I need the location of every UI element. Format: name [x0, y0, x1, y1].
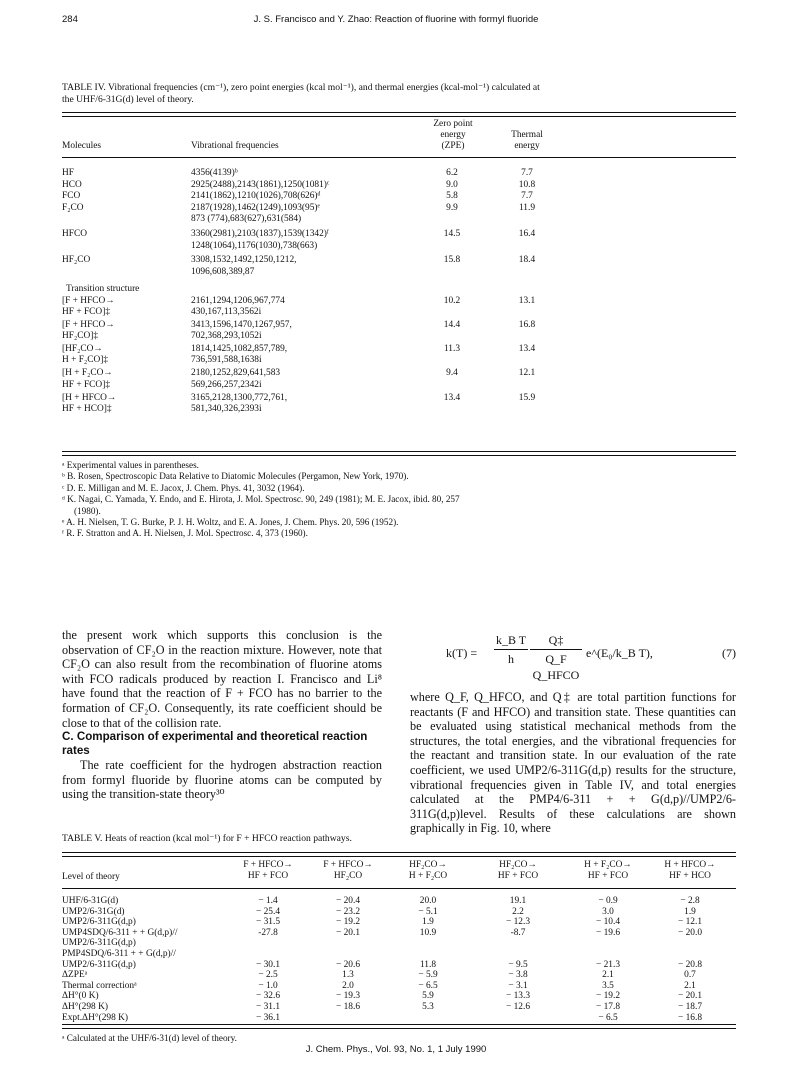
heat-of-reaction-value: 2.2	[512, 906, 524, 917]
heat-of-reaction-value: − 19.2	[595, 991, 621, 1002]
heat-of-reaction-value: 2.1	[602, 970, 614, 981]
equation-exponential: e^(E₀/k_B T),	[586, 646, 653, 660]
molecule-name: HF₂CO]‡	[62, 331, 99, 342]
level-of-theory: UMP4SDQ/6-311 + + G(d,p)//	[62, 927, 178, 938]
heat-of-reaction-value: 10.9	[419, 927, 437, 938]
vibrational-frequencies: 3360(2981),2103(1837),1539(1342)ᶠ	[191, 228, 329, 239]
table4-thermal-header: Thermal energy	[511, 130, 543, 151]
table5-top-rule	[62, 852, 736, 857]
thermal-energy-value: 15.9	[518, 392, 536, 403]
table5-column-header	[563, 860, 653, 883]
zpe-value: 9.9	[446, 202, 458, 213]
heat-of-reaction-value: 1.9	[422, 917, 434, 928]
column-header-line: HF + FCO	[497, 871, 539, 882]
molecule-name: [H + HFCO→	[62, 392, 117, 403]
molecule-name: FCO	[62, 191, 81, 202]
heat-of-reaction-value: 3.0	[602, 906, 614, 917]
vibrational-frequencies: 736,591,588,1638i	[191, 355, 262, 366]
column-header-line: F + HFCO→	[243, 860, 293, 870]
heat-of-reaction-value: 2.0	[342, 980, 354, 991]
column-header-line: F + HFCO→	[323, 860, 373, 870]
heat-of-reaction-value: 3.5	[602, 980, 614, 991]
vibrational-frequencies: 569,266,257,2342i	[191, 379, 262, 390]
molecule-name: HCO	[62, 179, 82, 190]
paragraph: the present work which supports this conclusion is the observation of CF₂O in the reaction mixture. However, note that CF₂O can also result from the recombination of fluorine atoms with FCO radicals produced by reaction I. Francisco and Li⁸ have found that the reaction of F + FCO has no barrier to the formation of CF₂O. Consequently, its rate coefficient should be close to that of the collision rate.	[62, 628, 382, 730]
heat-of-reaction-value: 5.9	[422, 991, 434, 1002]
thermal-energy-value: 16.4	[518, 228, 536, 239]
heat-of-reaction-value: − 23.2	[335, 906, 361, 917]
equation-lhs: k(T) =	[446, 646, 478, 660]
equation-fraction-1: k_B T h	[495, 633, 527, 666]
column-header-line: H + F₂CO	[408, 871, 448, 882]
heat-of-reaction-value: − 13.3	[505, 991, 531, 1002]
vibrational-frequencies: 873 (774),683(627),631(584)	[191, 214, 302, 225]
page-header	[62, 14, 730, 28]
heat-of-reaction-value: − 19.6	[595, 927, 621, 938]
table5-column-header	[223, 860, 313, 883]
vibrational-frequencies: 702,368,293,1052i	[191, 331, 262, 342]
heat-of-reaction-value: − 2.5	[258, 970, 278, 981]
table4-footnote: ᶜ D. E. Milligan and M. E. Jacox, J. Chem. Phys. 41, 3032 (1964).	[62, 482, 305, 493]
level-of-theory: UMP2/6-311G(d,p)	[62, 917, 136, 928]
heat-of-reaction-value: − 25.4	[255, 906, 281, 917]
vibrational-frequencies: 1248(1064),1176(1030),738(663)	[191, 240, 318, 251]
table5-header-rule	[62, 888, 736, 889]
heat-of-reaction-value: 20.0	[419, 896, 437, 906]
table4-caption: TABLE IV. Vibrational frequencies (cm⁻¹), zero point energies (kcal mol⁻¹), and thermal energies (kcal-mol⁻¹) calculated at the UHF/6-31G(d) level of theory.	[62, 82, 540, 105]
thermal-energy-value: 10.8	[518, 179, 536, 190]
table4-footnote: ᵉ A. H. Nielsen, T. G. Burke, P. J. H. Woltz, and E. A. Jones, J. Chem. Phys. 20, 596 (1952).	[62, 517, 399, 527]
heat-of-reaction-value: -8.7	[510, 927, 526, 938]
heat-of-reaction-value: − 1.4	[258, 896, 278, 906]
molecule-name: HFCO	[62, 228, 88, 239]
heat-of-reaction-value: − 20.8	[677, 959, 703, 970]
body-right-column	[410, 690, 736, 836]
level-of-theory: ΔZPEᵃ	[62, 970, 88, 981]
heat-of-reaction-value: − 31.1	[255, 1002, 281, 1012]
thermal-energy-value: 7.7	[521, 168, 533, 178]
heat-of-reaction-value: -27.8	[258, 927, 278, 938]
heat-of-reaction-value: − 12.3	[505, 917, 531, 928]
molecule-name: HF + FCO]‡	[62, 379, 111, 390]
vibrational-frequencies: 430,167,113,3562i	[191, 307, 262, 317]
heat-of-reaction-value: − 19.3	[335, 991, 361, 1002]
heat-of-reaction-value: 0.7	[684, 970, 696, 981]
heat-of-reaction-value: − 17.8	[595, 1002, 621, 1012]
running-title: J. S. Francisco and Y. Zhao: Reaction of fluorine with formyl fluoride	[253, 14, 539, 25]
heat-of-reaction-value: − 21.3	[595, 959, 621, 970]
heat-of-reaction-value: − 20.1	[335, 927, 361, 938]
molecule-name: [H + F₂CO→	[62, 368, 113, 379]
heat-of-reaction-value: − 12.6	[505, 1002, 531, 1012]
vibrational-frequencies: 2141(1862),1210(1026),708(626)ᵈ	[191, 191, 321, 202]
heat-of-reaction-value: 1.3	[342, 970, 354, 981]
heat-of-reaction-value: − 9.5	[508, 959, 528, 970]
level-of-theory: UMP2/6-311G(d,p)	[62, 959, 136, 970]
column-header-line: H + F₂CO→	[584, 860, 632, 870]
vibrational-frequencies: 4356(4139)ᵇ	[191, 168, 238, 178]
column-header-line: HF₂CO	[333, 871, 363, 882]
heat-of-reaction-value: − 3.8	[508, 970, 528, 981]
molecule-name: HF₂CO	[62, 255, 91, 265]
paragraph: where Q_F, Q_HFCO, and Q‡ are total partition functions for reactants (F and HFCO) and transition state. These quantities can be evaluated using statistical mechanical methods from the structures, the total energies, and the vibrational frequencies for the reactant and transition state. In our evaluation of the rate coefficient, we used UMP2/6-311G(d,p) results for the structure, vibrational frequencies given in Table IV, and total energies calculated at the PMP4/6-311 + + G(d,p)//UMP2/6-311G(d,p)level. Results of these calculations are shown graphically in Fig. 10, where	[410, 690, 736, 836]
heat-of-reaction-value: − 2.8	[680, 896, 700, 906]
heat-of-reaction-value: − 18.6	[335, 1002, 361, 1012]
heat-of-reaction-value: − 30.1	[255, 959, 281, 970]
vibrational-frequencies: 2161,1294,1206,967,774	[191, 295, 285, 306]
heat-of-reaction-value: − 20.4	[335, 896, 361, 906]
heat-of-reaction-value: − 19.2	[335, 917, 361, 928]
table5-column-header	[645, 860, 735, 883]
molecule-name: [HF₂CO→	[62, 344, 103, 355]
heat-of-reaction-value: − 3.1	[508, 980, 528, 991]
page-number: 284	[62, 14, 78, 25]
table4-top-rule	[62, 112, 736, 117]
column-header-line: HF₂CO→	[409, 860, 447, 870]
table4-frequencies-header: Vibrational frequencies	[191, 141, 279, 151]
level-of-theory: PMP4SDQ/6-311 + + G(d,p)//	[62, 949, 176, 959]
zpe-value: 10.2	[443, 295, 461, 306]
table5-bottom-rule	[62, 1024, 736, 1029]
table5-column-header	[473, 860, 563, 883]
table5-footnote: ᵃ Calculated at the UHF/6-31(d) level of theory.	[62, 1033, 237, 1043]
vibrational-frequencies: 2925(2488),2143(1861),1250(1081)ᶜ	[191, 179, 330, 190]
heat-of-reaction-value: − 20.0	[677, 927, 703, 938]
table5-level-header: Level of theory	[62, 872, 120, 882]
heat-of-reaction-value: − 6.5	[598, 1012, 618, 1023]
level-of-theory: Thermal correctionᵃ	[62, 980, 137, 991]
table5-column-header	[303, 860, 393, 883]
thermal-energy-value: 12.1	[518, 368, 536, 379]
zpe-value: 9.4	[446, 368, 458, 379]
zpe-value: 6.2	[446, 168, 458, 178]
body-left-column	[62, 628, 382, 802]
column-header-line: HF + HCO	[669, 871, 711, 882]
vibrational-frequencies: 3413,1596,1470,1267,957,	[191, 320, 292, 330]
molecule-name: F₂CO	[62, 202, 84, 213]
molecule-name: [F + HFCO→	[62, 295, 115, 306]
page-footer: J. Chem. Phys., Vol. 93, No. 1, 1 July 1990	[305, 1044, 487, 1055]
heat-of-reaction-value: − 10.4	[595, 917, 621, 928]
molecule-name: H + F₂CO]‡	[62, 355, 109, 366]
zpe-value: 14.5	[443, 228, 461, 239]
vibrational-frequencies: 3308,1532,1492,1250,1212,	[191, 255, 297, 265]
molecule-name: HF + HCO]‡	[62, 403, 112, 414]
zpe-value: 9.0	[446, 179, 458, 190]
table4-footnote: (1980).	[74, 505, 101, 516]
thermal-energy-value: 7.7	[521, 191, 533, 202]
heat-of-reaction-value: − 16.8	[677, 1012, 703, 1023]
molecule-name: HF + FCO]‡	[62, 307, 111, 317]
table4-header-rule	[62, 157, 736, 158]
vibrational-frequencies: 1814,1425,1082,857,789,	[191, 344, 288, 355]
heat-of-reaction-value: 11.8	[419, 959, 437, 970]
heat-of-reaction-value: − 5.9	[418, 970, 438, 981]
zpe-value: 11.3	[443, 344, 461, 355]
zpe-value: 15.8	[443, 255, 461, 265]
column-header-line: HF + FCO	[587, 871, 629, 882]
heat-of-reaction-value: − 6.5	[418, 980, 438, 991]
heat-of-reaction-value: − 20.6	[335, 959, 361, 970]
equation-7	[410, 628, 736, 682]
heat-of-reaction-value: − 1.0	[258, 980, 278, 991]
zpe-value: 14.4	[443, 320, 461, 330]
vibrational-frequencies: 2180,1252,829,641,583	[191, 368, 281, 379]
heat-of-reaction-value: − 20.1	[677, 991, 703, 1002]
thermal-energy-value: 11.9	[518, 202, 536, 213]
table4-bottom-rule	[62, 451, 736, 456]
table4-footnote: ᵈ K. Nagai, C. Yamada, Y. Endo, and E. Hirota, J. Mol. Spectrosc. 90, 249 (1981); M. E. Jacox, ibid. 80, 257	[62, 494, 460, 505]
zpe-value: 5.8	[446, 191, 458, 202]
level-of-theory: Expt.ΔH°(298 K)	[62, 1012, 129, 1023]
zpe-value: 13.4	[443, 392, 461, 403]
level-of-theory: UHF/6-31G(d)	[62, 896, 119, 906]
heat-of-reaction-value: 19.1	[509, 896, 527, 906]
heat-of-reaction-value: 2.1	[684, 980, 696, 991]
table4-footnote: ᵇ B. Rosen, Spectroscopic Data Relative to Diatomic Molecules (Pergamon, New York, 1970).	[62, 471, 409, 482]
heat-of-reaction-value: − 18.7	[677, 1002, 703, 1012]
vibrational-frequencies: 2187(1928),1462(1249),1093(95)ᵉ	[191, 202, 320, 213]
column-header-line: HF + FCO	[247, 871, 289, 882]
heat-of-reaction-value: 1.9	[684, 906, 696, 917]
column-header-line: HF₂CO→	[499, 860, 537, 870]
vibrational-frequencies: 3165,2128,1300,772,761,	[191, 392, 288, 403]
table4-footnote: ᶠ R. F. Stratton and A. H. Nielsen, J. Mol. Spectrosc. 4, 373 (1960).	[62, 528, 308, 539]
vibrational-frequencies: 581,340,326,2393i	[191, 403, 262, 414]
level-of-theory: UMP2/6-311G(d,p)	[62, 938, 136, 949]
section-heading: C. Comparison of experimental and theoretical reaction rates	[62, 730, 368, 758]
column-header-line: H + HFCO→	[664, 860, 716, 870]
thermal-energy-value: 18.4	[518, 255, 536, 265]
heat-of-reaction-value: − 5.1	[418, 906, 438, 917]
molecule-name: HF	[62, 168, 74, 178]
level-of-theory: ΔH°(0 K)	[62, 991, 99, 1002]
heat-of-reaction-value: − 12.1	[677, 917, 703, 928]
heat-of-reaction-value: 5.3	[422, 1002, 434, 1012]
equation-fraction-2: Q‡ Q_F Q_HFCO	[530, 632, 582, 667]
heat-of-reaction-value: − 31.5	[255, 917, 281, 928]
heat-of-reaction-value: − 0.9	[598, 896, 618, 906]
table5-caption: TABLE V. Heats of reaction (kcal mol⁻¹) for F + HFCO reaction pathways.	[62, 833, 352, 844]
thermal-energy-value: 13.1	[518, 295, 536, 306]
heat-of-reaction-value: − 32.6	[255, 991, 281, 1002]
vibrational-frequencies: 1096,608,389,87	[191, 266, 255, 277]
thermal-energy-value: 16.8	[518, 320, 536, 330]
table4-zpe-header: Zero point energy (ZPE)	[433, 119, 473, 151]
molecule-name: [F + HFCO→	[62, 320, 115, 330]
level-of-theory: ΔH°(298 K)	[62, 1002, 108, 1012]
equation-number: (7)	[722, 646, 736, 660]
heat-of-reaction-value: − 36.1	[255, 1012, 281, 1023]
level-of-theory: UMP2/6-31G(d)	[62, 906, 125, 917]
table4-footnote: ᵃ Experimental values in parentheses.	[62, 460, 199, 470]
paragraph: The rate coefficient for the hydrogen abstraction reaction from formyl fluoride by fluorine atoms can be computed by using the transition-state theory³⁰	[62, 758, 382, 802]
transition-structure-label: Transition structure	[66, 284, 140, 295]
table4-molecules-header: Molecules	[62, 141, 102, 151]
thermal-energy-value: 13.4	[518, 344, 536, 355]
table5-column-header	[383, 860, 473, 883]
